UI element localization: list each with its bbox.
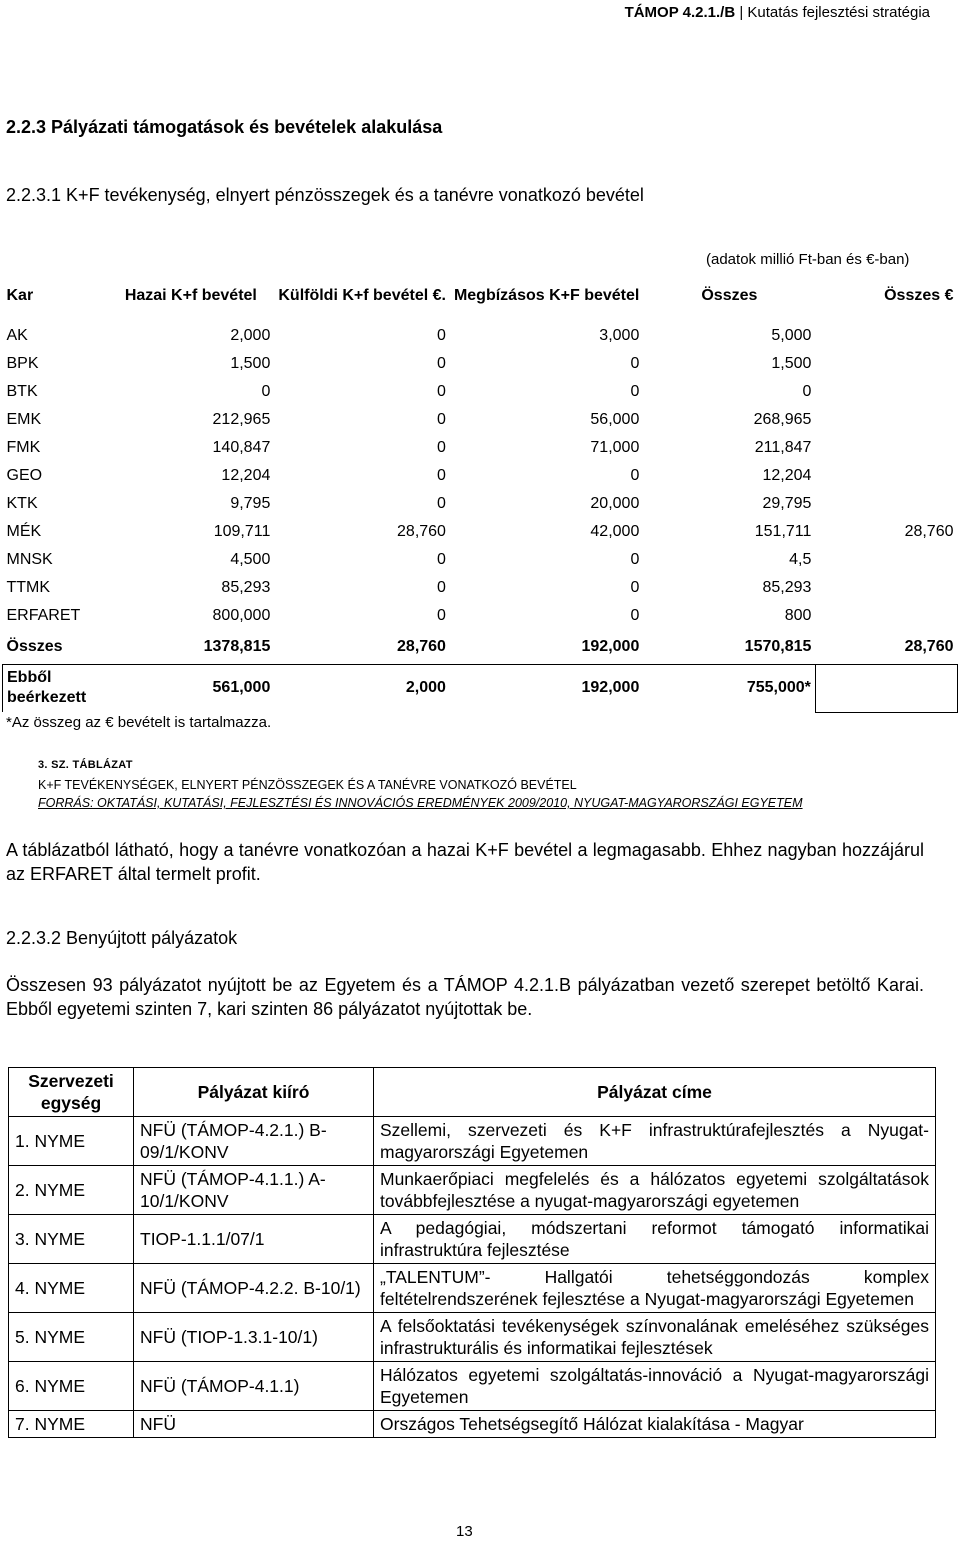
value-cell: 800 <box>784 607 812 624</box>
faculty-cell: ERFARET <box>6 607 81 624</box>
total-cell: 1378,815 <box>203 637 271 655</box>
unit-cell: 2. NYME <box>9 1166 134 1215</box>
table-row <box>3 434 958 462</box>
value-cell: 268,965 <box>753 411 812 428</box>
title-cell: A pedagógiai, módszertani reformot támogató informatikai infrastruktúra fejlesztése <box>374 1215 936 1264</box>
issuer-cell: NFÜ <box>134 1411 374 1438</box>
title-cell: Hálózatos egyetemi szolgáltatás-innováció a Nyugat-magyarországi Egyetemen <box>374 1362 936 1411</box>
page-number: 13 <box>456 1523 473 1540</box>
value-cell: 71,000 <box>590 439 640 456</box>
value-cell: 5,000 <box>771 327 812 344</box>
value-cell: 12,204 <box>221 467 271 484</box>
received-cell: 192,000 <box>450 664 643 712</box>
total-label: Összes <box>6 637 63 655</box>
faculty-cell: FMK <box>6 439 41 456</box>
issuer-cell: NFÜ (TÁMOP-4.1.1) <box>134 1362 374 1411</box>
col-header-unit: Szervezeti egység <box>9 1068 134 1117</box>
value-cell: 0 <box>630 607 640 624</box>
issuer-cell: NFÜ (TIOP-1.3.1-10/1) <box>134 1313 374 1362</box>
table-row <box>9 1313 936 1362</box>
received-cell: 755,000* <box>643 664 815 712</box>
value-cell: 0 <box>437 607 446 624</box>
table-row <box>3 462 958 490</box>
header-prefix: TÁMOP 4.2.1./B <box>624 4 736 21</box>
table-row <box>9 1362 936 1411</box>
received-label: Ebből beérkezett <box>3 664 108 712</box>
value-cell <box>815 350 957 378</box>
value-cell <box>815 322 957 350</box>
value-cell: 29,795 <box>762 495 812 512</box>
col-header-issuer: Pályázat kiíró <box>134 1068 374 1117</box>
received-cell: 2,000 <box>274 664 450 712</box>
value-cell <box>815 574 957 602</box>
faculty-cell: AK <box>6 327 28 344</box>
table-caption-number: 3. SZ. TÁBLÁZAT <box>38 759 133 771</box>
unit-cell: 5. NYME <box>9 1313 134 1362</box>
value-cell: 20,000 <box>590 495 640 512</box>
faculty-cell: EMK <box>6 411 42 428</box>
value-cell <box>815 434 957 462</box>
faculty-cell: MÉK <box>6 523 42 540</box>
applications-table-body <box>9 1117 936 1438</box>
table-footnote: *Az összeg az € bevételt is tartalmazza. <box>6 714 272 731</box>
title-cell: Munkaerőpiaci megfelelés és a hálózatos egyetemi szolgáltatások továbbfejlesztése a nyugat-magyarországi egyetemen <box>374 1166 936 1215</box>
value-cell: 0 <box>802 383 812 400</box>
value-cell: 1,500 <box>771 355 812 372</box>
faculty-cell: KTK <box>6 495 38 512</box>
value-cell: 211,847 <box>754 439 812 456</box>
value-cell: 0 <box>437 355 446 372</box>
unit-cell: 4. NYME <box>9 1264 134 1313</box>
received-cell <box>815 664 957 712</box>
value-cell: 0 <box>437 439 446 456</box>
value-cell: 28,760 <box>397 523 446 540</box>
col-header-title: Pályázat címe <box>374 1068 936 1117</box>
table-row <box>3 350 958 378</box>
value-cell <box>815 602 957 630</box>
value-cell: 0 <box>437 579 446 596</box>
faculty-cell: MNSK <box>6 551 53 568</box>
value-cell: 151,711 <box>754 523 812 540</box>
applications-table <box>8 1067 936 1438</box>
col-header-contract: Megbízásos K+F bevétel <box>453 287 640 304</box>
issuer-cell: NFÜ (TÁMOP-4.2.1.) B-09/1/KONV <box>134 1117 374 1166</box>
col-header-foreign: Külföldi K+f bevétel €. <box>278 287 446 304</box>
col-header-total-eur: Összes € <box>884 287 954 304</box>
col-header-kar: Kar <box>6 287 34 304</box>
total-cell: 28,760 <box>904 637 954 655</box>
total-row <box>3 630 958 664</box>
value-cell <box>815 378 957 406</box>
col-header-total: Összes <box>701 287 758 304</box>
table-row <box>3 574 958 602</box>
value-cell <box>815 462 957 490</box>
unit-cell: 3. NYME <box>9 1215 134 1264</box>
value-cell: 4,500 <box>230 551 271 568</box>
value-cell <box>815 490 957 518</box>
value-cell: 140,847 <box>212 439 271 456</box>
value-cell <box>815 406 957 434</box>
value-cell: 0 <box>437 495 446 512</box>
faculty-cell: BPK <box>6 355 39 372</box>
unit-cell: 1. NYME <box>9 1117 134 1166</box>
value-cell: 0 <box>630 467 640 484</box>
table-caption-source: FORRÁS: OKTATÁSI, KUTATÁSI, FEJLESZTÉSI ÉS INNOVÁCIÓS EREDMÉNYEK 2009/2010, NYUGAT-MAGYARORSZÁGI EGYETEM <box>38 796 803 810</box>
issuer-cell: NFÜ (TÁMOP-4.1.1.) A-10/1/KONV <box>134 1166 374 1215</box>
value-cell: 0 <box>437 383 446 400</box>
col-header-domestic: Hazai K+f bevétel <box>124 287 257 304</box>
total-cell: 28,760 <box>397 637 446 655</box>
value-cell: 56,000 <box>590 411 640 428</box>
title-cell: Országos Tehetségsegítő Hálózat kialakítása - Magyar <box>374 1411 936 1438</box>
value-cell: 2,000 <box>230 327 271 344</box>
table-row <box>3 518 958 546</box>
header-separator: | <box>739 4 744 21</box>
table-row <box>3 322 958 350</box>
table-row <box>9 1264 936 1313</box>
value-cell: 0 <box>437 467 446 484</box>
value-cell: 9,795 <box>230 495 271 512</box>
table-row <box>3 406 958 434</box>
received-row <box>3 664 958 712</box>
value-cell: 85,293 <box>762 579 812 596</box>
value-cell: 109,711 <box>213 523 271 540</box>
issuer-cell: TIOP-1.1.1/07/1 <box>134 1215 374 1264</box>
value-cell: 28,760 <box>904 523 954 540</box>
running-header <box>625 4 930 21</box>
title-cell: A felsőoktatási tevékenységek színvonalának emeléséhez szükséges infrastrukturális és informatikai fejlesztések <box>374 1313 936 1362</box>
value-cell: 212,965 <box>212 411 271 428</box>
table-row <box>3 602 958 630</box>
value-cell: 85,293 <box>221 579 271 596</box>
value-cell: 0 <box>437 411 446 428</box>
table-row <box>9 1166 936 1215</box>
faculty-cell: TTMK <box>6 579 51 596</box>
table-row <box>3 546 958 574</box>
faculty-cell: BTK <box>6 383 38 400</box>
unit-note: (adatok millió Ft-ban és €-ban) <box>706 251 910 268</box>
value-cell: 800,000 <box>212 607 271 624</box>
value-cell: 4,5 <box>789 551 812 568</box>
unit-cell: 6. NYME <box>9 1362 134 1411</box>
paragraph-analysis: A táblázatból látható, hogy a tanévre vonatkozóan a hazai K+F bevétel a legmagasabb. Ehhez nagyban hozzájárul az ERFARET által termelt profit. <box>6 840 924 884</box>
total-cell: 192,000 <box>581 637 640 655</box>
unit-cell: 7. NYME <box>9 1411 134 1438</box>
table-caption-title: K+F TEVÉKENYSÉGEK, ELNYERT PÉNZÖSSZEGEK ÉS A TANÉVRE VONATKOZÓ BEVÉTEL <box>38 778 577 792</box>
received-cell: 561,000 <box>107 664 274 712</box>
value-cell: 3,000 <box>599 327 640 344</box>
value-cell: 0 <box>437 327 446 344</box>
table-row <box>3 490 958 518</box>
revenue-table <box>2 270 958 713</box>
value-cell: 0 <box>261 383 271 400</box>
title-cell: Szellemi, szervezeti és K+F infrastruktúrafejlesztés a Nyugat-magyarországi Egyetemen <box>374 1117 936 1166</box>
value-cell: 42,000 <box>590 523 640 540</box>
revenue-table-header <box>3 270 958 322</box>
value-cell: 0 <box>437 551 446 568</box>
table-row <box>9 1215 936 1264</box>
table-row <box>3 378 958 406</box>
title-cell: „TALENTUM”- Hallgatói tehetséggondozás komplex feltételrendszerének fejlesztése a Nyugat-magyarországi Egyetemen <box>374 1264 936 1313</box>
value-cell: 0 <box>630 551 640 568</box>
value-cell: 1,500 <box>230 355 271 372</box>
subsection-heading-submitted: 2.2.3.2 Benyújtott pályázatok <box>6 928 238 948</box>
faculty-cell: GEO <box>6 467 43 484</box>
value-cell <box>815 546 957 574</box>
value-cell: 0 <box>630 579 640 596</box>
revenue-table-body <box>3 322 958 630</box>
table-row <box>9 1411 936 1438</box>
value-cell: 12,204 <box>762 467 812 484</box>
applications-table-header <box>9 1068 936 1117</box>
paragraph-submitted: Összesen 93 pályázatot nyújtott be az Egyetem és a TÁMOP 4.2.1.B pályázatban vezető szerepet betöltő Karai. Ebből egyetemi szinten 7, kari szinten 86 pályázatot nyújtottak be. <box>6 975 924 1019</box>
section-heading: 2.2.3 Pályázati támogatások és bevételek alakulása <box>6 117 443 137</box>
value-cell: 0 <box>630 383 640 400</box>
value-cell: 0 <box>630 355 640 372</box>
header-title: Kutatás fejlesztési stratégia <box>747 4 930 21</box>
total-cell: 1570,815 <box>744 637 812 655</box>
subsection-heading: 2.2.3.1 K+F tevékenység, elnyert pénzösszegek és a tanévre vonatkozó bevétel <box>6 185 644 205</box>
issuer-cell: NFÜ (TÁMOP-4.2.2. B-10/1) <box>134 1264 374 1313</box>
table-row <box>9 1117 936 1166</box>
